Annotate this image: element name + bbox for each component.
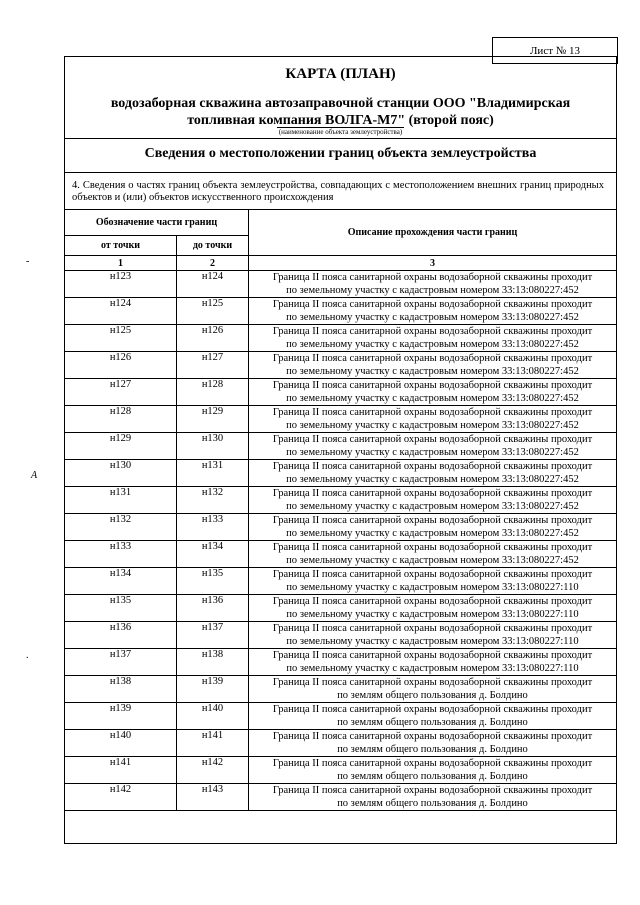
divider xyxy=(64,138,617,139)
description-cell xyxy=(249,514,617,541)
description-cell xyxy=(249,784,617,811)
description-cell xyxy=(249,649,617,676)
header-description: Описание прохождения части границ xyxy=(249,210,617,256)
to-point-cell: н142 xyxy=(177,757,249,784)
table-row xyxy=(65,325,617,352)
subtitle-caption xyxy=(64,128,617,136)
from-point-cell: н139 xyxy=(65,703,177,730)
sheet-number: Лист № 13 xyxy=(492,37,618,64)
table-row xyxy=(65,568,617,595)
table-row xyxy=(65,298,617,325)
table-row xyxy=(65,271,617,298)
description-cell xyxy=(249,568,617,595)
col-number-2: 2 xyxy=(177,256,249,271)
description-line-2: по земельному участку с кадастровым номером 33:13:080227:452 xyxy=(286,474,579,485)
header-from-point: от точки xyxy=(65,236,177,256)
col-number-3: 3 xyxy=(249,256,617,271)
page-title: КАРТА (ПЛАН) xyxy=(285,66,396,82)
description-line-2: по землям общего пользования д. Болдино xyxy=(337,690,528,701)
to-point-cell: н131 xyxy=(177,460,249,487)
margin-mark: A xyxy=(31,470,38,481)
table-row xyxy=(65,352,617,379)
to-point-cell: н124 xyxy=(177,271,249,298)
description-line-1: Граница II пояса санитарной охраны водозаборной скважины проходит xyxy=(272,623,593,634)
description-line-1: Граница II пояса санитарной охраны водозаборной скважины проходит xyxy=(272,272,593,283)
margin-dot: . xyxy=(26,650,29,661)
description-line-2: по земельному участку с кадастровым номером 33:13:080227:452 xyxy=(286,528,579,539)
page-subtitle xyxy=(64,95,617,129)
header-to-point: до точки xyxy=(177,236,249,256)
margin-dash: - xyxy=(26,256,30,267)
description-cell xyxy=(249,541,617,568)
table-row xyxy=(65,703,617,730)
from-point-cell: н124 xyxy=(65,298,177,325)
to-point-cell: н137 xyxy=(177,622,249,649)
from-point-cell: н123 xyxy=(65,271,177,298)
description-line-1: Граница II пояса санитарной охраны водозаборной скважины проходит xyxy=(272,542,593,553)
description-line-2: по земельному участку с кадастровым номером 33:13:080227:452 xyxy=(286,420,579,431)
from-point-cell: н125 xyxy=(65,325,177,352)
description-line-2: по землям общего пользования д. Болдино xyxy=(337,771,528,782)
from-point-cell: н138 xyxy=(65,676,177,703)
description-line-2: по земельному участку с кадастровым номером 33:13:080227:452 xyxy=(286,339,579,350)
from-point-cell: н137 xyxy=(65,649,177,676)
description-line-2: по земельному участку с кадастровым номером 33:13:080227:452 xyxy=(286,285,579,296)
description-line-1: Граница II пояса санитарной охраны водозаборной скважины проходит xyxy=(272,434,593,445)
to-point-cell: н128 xyxy=(177,379,249,406)
header-part: Обозначение части границ xyxy=(65,210,249,236)
to-point-cell: н125 xyxy=(177,298,249,325)
from-point-cell: н131 xyxy=(65,487,177,514)
from-point-cell: н140 xyxy=(65,730,177,757)
description-line-2: по земельному участку с кадастровым номером 33:13:080227:110 xyxy=(286,636,579,647)
table-row xyxy=(65,433,617,460)
description-line-1: Граница II пояса санитарной охраны водозаборной скважины проходит xyxy=(272,326,593,337)
description-line-1: Граница II пояса санитарной охраны водозаборной скважины проходит xyxy=(272,353,593,364)
from-point-cell: н141 xyxy=(65,757,177,784)
description-line-2: по земельному участку с кадастровым номером 33:13:080227:452 xyxy=(286,366,579,377)
description-line-1: Граница II пояса санитарной охраны водозаборной скважины проходит xyxy=(272,677,593,688)
from-point-cell: н136 xyxy=(65,622,177,649)
description-line-1: Граница II пояса санитарной охраны водозаборной скважины проходит xyxy=(272,650,593,661)
table-body xyxy=(65,271,617,811)
table-row xyxy=(65,514,617,541)
from-point-cell: н130 xyxy=(65,460,177,487)
from-point-cell: н132 xyxy=(65,514,177,541)
description-line-1: Граница II пояса санитарной охраны водозаборной скважины проходит xyxy=(272,515,593,526)
from-point-cell: н129 xyxy=(65,433,177,460)
description-cell xyxy=(249,676,617,703)
table-row xyxy=(65,541,617,568)
description-cell xyxy=(249,325,617,352)
table-row xyxy=(65,460,617,487)
to-point-cell: н140 xyxy=(177,703,249,730)
subtitle-line-1: водозаборная скважина автозаправочной станции ООО "Владимирская xyxy=(110,96,571,111)
to-point-cell: н141 xyxy=(177,730,249,757)
description-cell xyxy=(249,487,617,514)
description-cell xyxy=(249,460,617,487)
boundary-table xyxy=(64,209,617,811)
description-line-2: по земельному участку с кадастровым номером 33:13:080227:452 xyxy=(286,312,579,323)
description-line-1: Граница II пояса санитарной охраны водозаборной скважины проходит xyxy=(272,380,593,391)
table-row xyxy=(65,595,617,622)
table-row xyxy=(65,379,617,406)
description-line-2: по землям общего пользования д. Болдино xyxy=(337,744,528,755)
table-row xyxy=(65,649,617,676)
description-line-1: Граница II пояса санитарной охраны водозаборной скважины проходит xyxy=(272,488,593,499)
description-cell xyxy=(249,595,617,622)
to-point-cell: н132 xyxy=(177,487,249,514)
description-line-2: по земельному участку с кадастровым номером 33:13:080227:110 xyxy=(286,663,579,674)
section-paragraph: 4. Сведения о частях границ объекта землеустройства, совпадающих с местоположением внешних границ природных объектов и (или) объектов искусственного происхождения xyxy=(72,180,604,203)
subtitle-line-2: топливная компания ВОЛГА-М7" (второй пояс) xyxy=(187,113,494,128)
description-cell xyxy=(249,298,617,325)
description-cell xyxy=(249,406,617,433)
section-title: Сведения о местоположении границ объекта землеустройства xyxy=(144,146,537,161)
description-cell xyxy=(249,379,617,406)
description-line-2: по земельному участку с кадастровым номером 33:13:080227:110 xyxy=(286,609,579,620)
to-point-cell: н129 xyxy=(177,406,249,433)
description-line-1: Граница II пояса санитарной охраны водозаборной скважины проходит xyxy=(272,758,593,769)
divider xyxy=(64,172,617,173)
from-point-cell: н126 xyxy=(65,352,177,379)
table-row xyxy=(65,784,617,811)
to-point-cell: н134 xyxy=(177,541,249,568)
from-point-cell: н135 xyxy=(65,595,177,622)
description-line-2: по земельному участку с кадастровым номером 33:13:080227:452 xyxy=(286,555,579,566)
description-line-1: Граница II пояса санитарной охраны водозаборной скважины проходит xyxy=(272,731,593,742)
to-point-cell: н127 xyxy=(177,352,249,379)
to-point-cell: н143 xyxy=(177,784,249,811)
description-cell xyxy=(249,757,617,784)
description-cell xyxy=(249,271,617,298)
description-line-2: по земельному участку с кадастровым номером 33:13:080227:452 xyxy=(286,447,579,458)
description-line-1: Граница II пояса санитарной охраны водозаборной скважины проходит xyxy=(272,785,593,796)
to-point-cell: н138 xyxy=(177,649,249,676)
description-cell xyxy=(249,703,617,730)
to-point-cell: н126 xyxy=(177,325,249,352)
table-row xyxy=(65,406,617,433)
description-cell xyxy=(249,730,617,757)
description-line-1: Граница II пояса санитарной охраны водозаборной скважины проходит xyxy=(272,407,593,418)
from-point-cell: н134 xyxy=(65,568,177,595)
col-number-1: 1 xyxy=(65,256,177,271)
description-line-2: по землям общего пользования д. Болдино xyxy=(337,798,528,809)
description-line-1: Граница II пояса санитарной охраны водозаборной скважины проходит xyxy=(272,596,593,607)
to-point-cell: н135 xyxy=(177,568,249,595)
from-point-cell: н133 xyxy=(65,541,177,568)
description-cell xyxy=(249,433,617,460)
description-line-1: Граница II пояса санитарной охраны водозаборной скважины проходит xyxy=(272,569,593,580)
table-row xyxy=(65,676,617,703)
description-line-2: по земельному участку с кадастровым номером 33:13:080227:110 xyxy=(286,582,579,593)
table-row xyxy=(65,730,617,757)
description-cell xyxy=(249,352,617,379)
to-point-cell: н133 xyxy=(177,514,249,541)
table-row xyxy=(65,622,617,649)
to-point-cell: н130 xyxy=(177,433,249,460)
table-row xyxy=(65,487,617,514)
to-point-cell: н136 xyxy=(177,595,249,622)
to-point-cell: н139 xyxy=(177,676,249,703)
subtitle-caption-text: (наименование объекта землеустройства) xyxy=(278,128,403,136)
description-line-1: Граница II пояса санитарной охраны водозаборной скважины проходит xyxy=(272,461,593,472)
description-line-1: Граница II пояса санитарной охраны водозаборной скважины проходит xyxy=(272,704,593,715)
description-line-2: по земельному участку с кадастровым номером 33:13:080227:452 xyxy=(286,393,579,404)
from-point-cell: н142 xyxy=(65,784,177,811)
table-row xyxy=(65,757,617,784)
description-line-1: Граница II пояса санитарной охраны водозаборной скважины проходит xyxy=(272,299,593,310)
from-point-cell: н127 xyxy=(65,379,177,406)
description-line-2: по земельному участку с кадастровым номером 33:13:080227:452 xyxy=(286,501,579,512)
from-point-cell: н128 xyxy=(65,406,177,433)
description-cell xyxy=(249,622,617,649)
description-line-2: по землям общего пользования д. Болдино xyxy=(337,717,528,728)
